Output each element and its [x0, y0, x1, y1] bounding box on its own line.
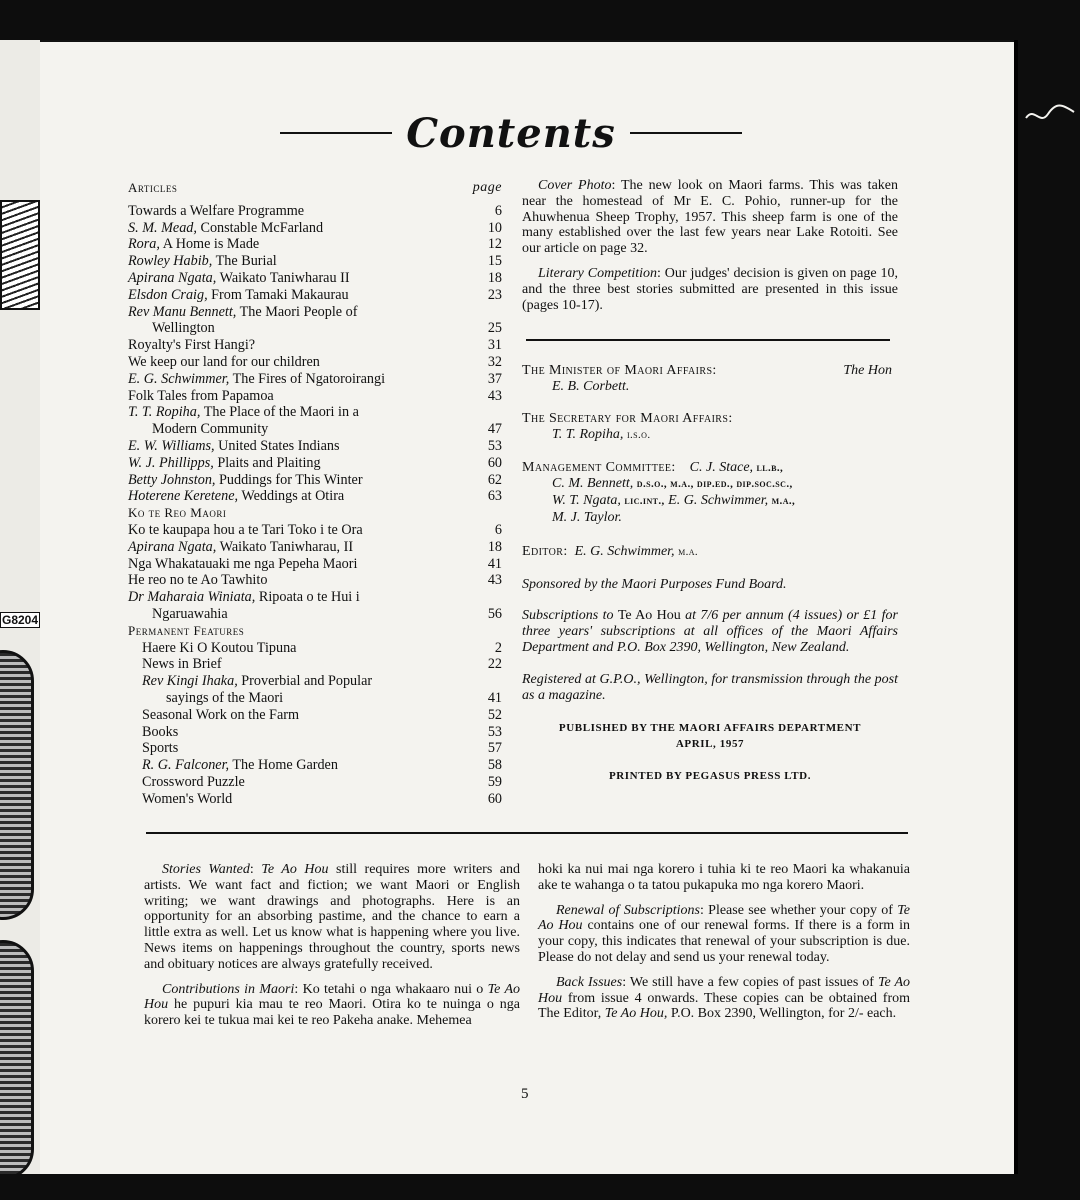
page-number: 5 [521, 1086, 529, 1102]
toc-entry-page: 63 [487, 488, 502, 505]
toc-entry-author: Rev Kingi Ihaka, [142, 673, 238, 690]
toc-entry-title: Ko te kaupapa hou a te Tari Toko i te Ora [128, 521, 363, 538]
adjacent-page-label: G8204 [1, 613, 39, 627]
notices-column-left [144, 862, 520, 1029]
toc-entry-title: Crossword Puzzle [142, 773, 245, 790]
toc-entry-text [128, 253, 285, 270]
toc-entry [128, 724, 502, 741]
member-bennett: C. M. Bennett, [552, 476, 634, 492]
toc-entry-title: The Fires of Ngatoroirangi [232, 370, 386, 387]
toc-entry-text [128, 287, 357, 304]
toc-entry-page: 22 [487, 656, 502, 673]
member-ngata-quals: lic.int., [624, 495, 665, 508]
toc-entry [128, 404, 502, 421]
page-edge [1014, 40, 1018, 1174]
toc-entry-page: 57 [487, 740, 502, 757]
toc-entry [128, 337, 502, 354]
editor-label: Editor: [522, 543, 568, 559]
cover-photo-text: : The new look on Maori farms. This was taken near the homestead of Mr E. C. Pohio, runner-up for the Ahuwhenua Sheep Trophy, 1957. This sheep farm is one of the many established over the last few years near Lake Rotoiti. See our article on page 32. [522, 178, 898, 257]
toc-entry-title: Folk Tales from Papamoa [128, 387, 274, 404]
toc-entry-title: Constable McFarland [200, 219, 324, 236]
toc-entry-page: 6 [494, 202, 502, 219]
editor-name: E. G. Schwimmer, [574, 543, 675, 559]
toc-entry [128, 572, 502, 589]
toc-entry-text [128, 371, 393, 388]
toc-entry-title: We keep our land for our children [128, 353, 320, 370]
secretary-name: T. T. Ropiha, [552, 426, 624, 442]
contributions-text-a: : Ko tetahi o nga whakaaro nui o [294, 981, 488, 997]
table-of-contents [128, 180, 502, 807]
member-schwimmer: E. G. Schwimmer, [668, 493, 769, 509]
editor-quals: m.a. [678, 545, 699, 558]
toc-entry-title: Proverbial and Popular [241, 673, 373, 690]
toc-entry-page: 18 [487, 538, 502, 555]
toc-entry [128, 203, 502, 220]
renewal-text-a: : Please see whether your copy of [699, 902, 898, 918]
toc-section-title: Ko te Reo Maori [128, 505, 227, 521]
toc-entry-title-continued: sayings of the Maori [166, 689, 284, 706]
toc-entry [128, 791, 502, 808]
back-issues-text-b: from issue 4 onwards. These copies can be obtained from The Editor, [538, 990, 910, 1022]
toc-entry [128, 656, 502, 673]
renewal-text-b: contains one of our renewal forms. If there is a form in your copy, this indicates that renewal of your subscription is due. Please do not delay and send us your renewal today. [538, 918, 910, 965]
back-issues-text-a: : We still have a few copies of past issues of [622, 974, 878, 990]
stories-wanted-text: still requires more writers and artists. We want fact and fiction; we want Maori or English writing; we want drawings and photographs. Here is an opportunity for an absorbing pastime, and the chance to earn a little extra as well. Let us know what is happening where you live. News items on happenings throughout the country, sports news and obituary notices are always gratefully received. [144, 862, 521, 972]
toc-entry-author: Dr Maharaia Winiata, [128, 589, 256, 606]
toc-entry-page: 53 [487, 723, 502, 740]
toc-entry-title: Seasonal Work on the Farm [142, 706, 299, 723]
toc-entry-author: T. T. Ropiha, [128, 404, 201, 421]
toc-entry-title: United States Indians [218, 437, 340, 454]
toc-entry-text [128, 270, 358, 287]
member-taylor: M. J. Taylor. [552, 509, 622, 525]
toc-entry-page: 18 [487, 269, 502, 286]
toc-entry-page: 6 [494, 521, 502, 538]
toc-entry-author: W. J. Phillipps, [128, 454, 214, 471]
toc-entry [128, 455, 502, 472]
toc-entry-title: Women's World [142, 790, 233, 807]
toc-entry-continued [128, 690, 502, 707]
toc-entry-page: 59 [487, 773, 502, 790]
toc-entry-text [128, 488, 352, 505]
toc-entry [128, 472, 502, 489]
editor-block [522, 544, 898, 561]
subscriptions-text-a: Subscriptions to [522, 608, 618, 624]
toc-entry-text [142, 640, 304, 657]
toc-entry-author: Betty Johnston, [128, 471, 216, 488]
toc-section-title: Permanent Features [128, 622, 245, 638]
toc-entry-text [128, 337, 263, 354]
stories-wanted-sep: : [249, 862, 262, 877]
toc-entry-continued [128, 421, 502, 438]
toc-entry-title: He reo no te Ao Tawhito [128, 572, 268, 589]
toc-page-column-heading: page [472, 180, 502, 195]
toc-entry-page: 47 [487, 421, 502, 438]
toc-entry-title-continued: Ngaruawahia [152, 605, 228, 622]
toc-entry-page: 32 [487, 353, 502, 370]
toc-entry [128, 640, 502, 657]
literary-competition-text: : Our judges' decision is given on page 10, and the three best stories submitted are presented in this issue (pages 10-17). [522, 265, 898, 313]
publisher-block [522, 721, 898, 753]
toc-entry-page: 56 [487, 605, 502, 622]
toc-entry-author: Rev Manu Bennett, [128, 303, 237, 320]
back-issues-label: Back Issues [556, 974, 623, 990]
adjacent-page-illustration [0, 200, 40, 310]
sponsor-note: Sponsored by the Maori Purposes Fund Board. [522, 576, 787, 592]
toc-entry-page: 37 [487, 370, 502, 387]
secretary-block [522, 411, 898, 444]
toc-entry-page: 23 [487, 286, 502, 303]
renewal-magazine: Te Ao Hou [538, 902, 910, 934]
toc-entry [128, 354, 502, 371]
adjacent-page-strip [0, 40, 40, 1174]
toc-entry [128, 774, 502, 791]
toc-entry-text [142, 740, 186, 757]
contributions-text-b: he pupuri kia mau te reo Maori. Otira ko te nuinga o nga korero kei te tukua mai kei te reo Pakeha anake. Mehemea [144, 997, 520, 1029]
toc-entry-continued [128, 320, 502, 337]
toc-entry-text [142, 724, 186, 741]
toc-entry [128, 220, 502, 237]
renewal-note [538, 903, 910, 966]
toc-entry-text [142, 656, 230, 673]
toc-entry [128, 556, 502, 573]
management-committee-block [522, 460, 898, 526]
toc-entry-title: Haere Ki O Koutou Tipuna [142, 639, 297, 656]
toc-entry-text [128, 404, 367, 421]
stories-wanted-label: Stories Wanted [162, 862, 250, 877]
toc-entry-page: 62 [487, 471, 502, 488]
subscriptions-text-b: at 7/6 per annum (4 issues) or £1 for three years' subscriptions at all offices of the Maori Affairs Department and P.O. Box 2390, Wellington, New Zealand. [522, 608, 898, 655]
toc-entry [128, 522, 502, 539]
back-issues-note [538, 975, 910, 1022]
toc-entry-author: S. M. Mead, [128, 219, 197, 236]
member-bennett-quals: d.s.o., m.a., dip.ed., dip.soc.sc., [636, 478, 793, 491]
member-stace: C. J. Stace, [689, 459, 754, 475]
secretary-label: The Secretary for Maori Affairs: [522, 410, 733, 426]
toc-entry-text [128, 455, 329, 472]
toc-entry-page: 43 [487, 572, 502, 589]
management-label: Management Committee: [522, 459, 676, 475]
member-ngata: W. T. Ngata, [552, 493, 621, 509]
toc-entry-author: Apirana Ngata, [128, 538, 217, 555]
registration-note: Registered at G.P.O., Wellington, for transmission through the post as a magazine. [522, 671, 898, 703]
toc-entry-page: 15 [487, 253, 502, 270]
toc-entry-text [142, 774, 253, 791]
toc-entry [128, 438, 502, 455]
toc-entry-text [128, 572, 275, 589]
toc-entry-title: The Place of the Maori in a [203, 404, 359, 421]
toc-entry-title: Waikato Taniwharau II [219, 269, 350, 286]
renewal-label: Renewal of Subscriptions [556, 902, 700, 918]
adjacent-page-tin-illustration [0, 650, 34, 920]
toc-entry-text [128, 220, 331, 237]
toc-section-heading [128, 623, 502, 640]
toc-entry [128, 488, 502, 505]
toc-entry-text [128, 556, 365, 573]
toc-entry-title: Royalty's First Hangi? [128, 337, 256, 354]
toc-entry-author: R. G. Falconer, [142, 757, 230, 774]
toc-entry-author: Apirana Ngata, [128, 269, 217, 286]
literary-competition-note [522, 266, 898, 313]
toc-entry-author: Rowley Habib, [128, 253, 213, 270]
toc-entry-text [128, 388, 282, 405]
toc-entry [128, 673, 502, 690]
toc-entry-title: Towards a Welfare Programme [128, 202, 305, 219]
toc-entry-title: Puddings for This Winter [219, 471, 363, 488]
masthead-rule [526, 339, 890, 341]
contributions-magazine: Te Ao Hou [144, 981, 521, 1013]
toc-entry-text [128, 522, 371, 539]
toc-entry-continued [128, 606, 502, 623]
toc-entry [128, 589, 502, 606]
toc-entry-text [128, 304, 365, 321]
stories-wanted-note [144, 862, 520, 973]
toc-entry [128, 304, 502, 321]
secretary-honours: i.s.o. [626, 428, 651, 441]
scan-artifact-squiggle [1024, 96, 1076, 136]
toc-entry-text [128, 589, 368, 606]
toc-entry-page: 58 [487, 757, 502, 774]
notices-column-right [538, 862, 910, 1022]
toc-entry-title: The Burial [215, 253, 277, 270]
back-issues-text-c: P.O. Box 2390, Wellington, for 2/- each. [667, 1006, 897, 1022]
contents-heading [280, 108, 742, 158]
toc-entry-title: The Home Garden [232, 757, 338, 774]
toc-entry [128, 371, 502, 388]
minister-label: The Minister of Maori Affairs: [522, 363, 717, 379]
cover-photo-note [522, 178, 898, 257]
toc-entry-title: From Tamaki Makaurau [211, 286, 349, 303]
title-rule-right [630, 132, 742, 134]
subscriptions-note [522, 608, 898, 655]
contributions-note [144, 982, 520, 1029]
page-title: Contents [406, 109, 616, 157]
subscriptions-magazine: Te Ao Hou [617, 608, 681, 624]
masthead-column [522, 178, 898, 785]
toc-entry-title: Plaits and Plaiting [217, 454, 321, 471]
toc-entry-page: 25 [487, 320, 502, 337]
publication-date: APRIL, 1957 [675, 738, 745, 751]
toc-entry [128, 253, 502, 270]
toc-entry-page: 31 [487, 337, 502, 354]
toc-entry [128, 757, 502, 774]
toc-entry-page: 60 [487, 454, 502, 471]
toc-entry-text [128, 438, 348, 455]
toc-entry-text [142, 673, 380, 690]
back-issues-magazine-2: Te Ao Hou, [604, 1006, 668, 1022]
member-stace-quals: ll.b., [756, 461, 784, 474]
toc-entry-author: Hoterene Keretene, [128, 488, 239, 505]
toc-entry-author: E. G. Schwimmer, [128, 370, 230, 387]
toc-entry-page: 60 [487, 790, 502, 807]
contributions-continued: hoki ka nui mai nga korero i tuhia ki te reo Maori ka whakanuia ake te wahanga o ta tatou pukapuka mo nga korero Maori. [538, 862, 910, 893]
toc-entry [128, 539, 502, 556]
section-divider [146, 832, 908, 834]
toc-entry-title: News in Brief [142, 656, 222, 673]
toc-entry-text [128, 203, 312, 220]
toc-entry-page: 12 [487, 236, 502, 253]
toc-entry-title: Sports [142, 740, 179, 757]
toc-section-title: Articles [128, 180, 178, 195]
toc-entry-page: 52 [487, 706, 502, 723]
toc-entry-text [128, 472, 371, 489]
toc-entry-page: 41 [487, 689, 502, 706]
toc-entry-title-continued: Wellington [152, 320, 215, 337]
toc-section-heading [128, 505, 502, 522]
toc-entry-page: 2 [494, 639, 502, 656]
toc-entry-page: 10 [487, 219, 502, 236]
toc-entry-title: Nga Whakatauaki me nga Pepeha Maori [128, 555, 358, 572]
toc-entry-author: E. W. Williams, [128, 437, 215, 454]
toc-entry-text [142, 791, 240, 808]
minister-name-part2: E. B. Corbett. [552, 379, 630, 395]
toc-entry-text [142, 707, 307, 724]
stories-wanted-magazine: Te Ao Hou [261, 862, 329, 877]
contributions-label: Contributions in Maori [162, 981, 295, 997]
toc-entry-text [128, 354, 328, 371]
toc-entry [128, 740, 502, 757]
toc-section-heading [128, 180, 502, 197]
title-rule-left [280, 132, 392, 134]
toc-entry [128, 270, 502, 287]
toc-entry [128, 287, 502, 304]
member-schwimmer-quals: m.a., [771, 495, 796, 508]
toc-entry-title: A Home is Made [162, 236, 260, 253]
toc-entry [128, 388, 502, 405]
literary-competition-label: Literary Competition [538, 265, 658, 281]
toc-entry-title: Weddings at Otira [241, 488, 345, 505]
toc-entry-text [128, 236, 267, 253]
toc-entry-title-continued: Modern Community [152, 421, 269, 438]
minister-block [522, 363, 898, 395]
adjacent-page-tin-illustration-2 [0, 940, 34, 1174]
toc-entry-page: 43 [487, 387, 502, 404]
printer-line: PRINTED BY PEGASUS PRESS LTD. [608, 769, 812, 782]
minister-name-part1: The Hon [843, 363, 892, 379]
toc-entry-author: Elsdon Craig, [128, 286, 208, 303]
toc-entry [128, 707, 502, 724]
toc-entry-title: Books [142, 723, 179, 740]
toc-entry-text [128, 539, 361, 556]
publisher-line: PUBLISHED BY THE MAORI AFFAIRS DEPARTMENT [558, 722, 862, 735]
toc-entry-page: 53 [487, 437, 502, 454]
toc-entry [128, 236, 502, 253]
toc-entry-text [142, 757, 346, 774]
cover-photo-label: Cover Photo [538, 178, 612, 193]
toc-entry-title: The Maori People of [239, 303, 358, 320]
toc-entry-title: Waikato Taniwharau, II [219, 538, 354, 555]
toc-entry-title: Ripoata o te Hui i [258, 589, 360, 606]
back-issues-magazine: Te Ao Hou [538, 974, 911, 1006]
toc-entry-author: Rora, [128, 236, 160, 253]
toc-entry-page: 41 [487, 555, 502, 572]
